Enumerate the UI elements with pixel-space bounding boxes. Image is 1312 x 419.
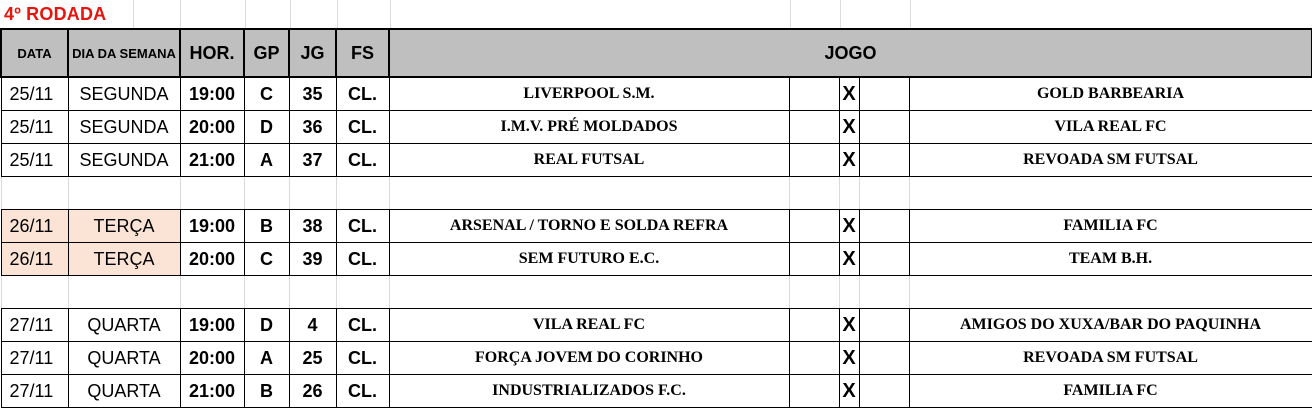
round-title: 4º RODADA [4, 4, 107, 24]
cell-date[interactable]: 26/11 [1, 210, 68, 243]
grid-line [910, 0, 911, 28]
match-row [1, 111, 1312, 144]
blank-cell[interactable] [859, 177, 909, 210]
cell-away-team[interactable]: VILA REAL FC [909, 111, 1312, 144]
cell-fs[interactable]: CL. [336, 342, 389, 375]
cell-date[interactable]: 27/11 [1, 342, 68, 375]
blank-cell[interactable] [244, 276, 289, 309]
cell-day[interactable]: SEGUNDA [68, 111, 180, 144]
blank-cell[interactable] [244, 177, 289, 210]
blank-cell[interactable] [68, 177, 180, 210]
schedule-table [0, 28, 1312, 408]
match-row [1, 243, 1312, 276]
cell-spacer[interactable] [789, 375, 839, 408]
header-jogo[interactable]: JOGO [389, 29, 1312, 77]
cell-time[interactable]: 21:00 [180, 375, 244, 408]
cell-group[interactable]: A [244, 144, 289, 177]
grid-line [245, 0, 246, 28]
cell-time[interactable]: 20:00 [180, 342, 244, 375]
cell-spacer[interactable] [789, 210, 839, 243]
cell-group[interactable]: C [244, 243, 289, 276]
cell-fs[interactable]: CL. [336, 77, 389, 111]
header-gp[interactable]: GP [244, 29, 289, 77]
cell-away-team[interactable]: AMIGOS DO XUXA/BAR DO PAQUINHA [909, 309, 1312, 342]
cell-versus[interactable]: X [839, 111, 859, 144]
cell-day[interactable]: QUARTA [68, 375, 180, 408]
cell-day[interactable]: SEGUNDA [68, 144, 180, 177]
cell-game-number[interactable]: 25 [289, 342, 336, 375]
cell-away-team[interactable]: GOLD BARBEARIA [909, 77, 1312, 111]
cell-date[interactable]: 25/11 [1, 111, 68, 144]
header-jg[interactable]: JG [289, 29, 336, 77]
cell-versus[interactable]: X [839, 243, 859, 276]
cell-group[interactable]: B [244, 375, 289, 408]
cell-spacer[interactable] [789, 243, 839, 276]
blank-row [1, 276, 1312, 309]
blank-cell[interactable] [389, 276, 789, 309]
cell-group[interactable]: B [244, 210, 289, 243]
grid-line [133, 0, 134, 28]
cell-day[interactable]: SEGUNDA [68, 77, 180, 111]
cell-group[interactable]: C [244, 77, 289, 111]
blank-cell[interactable] [1, 177, 68, 210]
cell-game-number[interactable]: 39 [289, 243, 336, 276]
cell-spacer[interactable] [859, 375, 909, 408]
cell-game-number[interactable]: 36 [289, 111, 336, 144]
cell-game-number[interactable]: 26 [289, 375, 336, 408]
cell-time[interactable]: 20:00 [180, 243, 244, 276]
cell-date[interactable]: 25/11 [1, 144, 68, 177]
blank-cell[interactable] [789, 177, 839, 210]
match-row [1, 144, 1312, 177]
blank-cell[interactable] [839, 177, 859, 210]
cell-fs[interactable]: CL. [336, 243, 389, 276]
cell-game-number[interactable]: 37 [289, 144, 336, 177]
blank-cell[interactable] [336, 276, 389, 309]
cell-date[interactable]: 27/11 [1, 309, 68, 342]
cell-spacer[interactable] [789, 111, 839, 144]
cell-spacer[interactable] [789, 77, 839, 111]
blank-row [1, 177, 1312, 210]
blank-cell[interactable] [180, 276, 244, 309]
cell-home-team[interactable]: LIVERPOOL S.M. [389, 77, 789, 111]
cell-date[interactable]: 26/11 [1, 243, 68, 276]
cell-away-team[interactable]: FAMILIA FC [909, 375, 1312, 408]
cell-time[interactable]: 19:00 [180, 309, 244, 342]
blank-cell[interactable] [336, 177, 389, 210]
grid-line [390, 0, 391, 28]
cell-game-number[interactable]: 38 [289, 210, 336, 243]
cell-versus[interactable]: X [839, 375, 859, 408]
cell-versus[interactable]: X [839, 144, 859, 177]
cell-spacer[interactable] [789, 144, 839, 177]
cell-group[interactable]: D [244, 111, 289, 144]
cell-spacer[interactable] [859, 111, 909, 144]
blank-cell[interactable] [909, 177, 1312, 210]
blank-cell[interactable] [839, 276, 859, 309]
cell-game-number[interactable]: 4 [289, 309, 336, 342]
match-row [1, 309, 1312, 342]
cell-spacer[interactable] [789, 309, 839, 342]
cell-time[interactable]: 19:00 [180, 77, 244, 111]
cell-home-team[interactable]: I.M.V. PRÉ MOLDADOS [389, 111, 789, 144]
header-hor[interactable]: HOR. [180, 29, 244, 77]
blank-cell[interactable] [389, 177, 789, 210]
cell-spacer[interactable] [789, 342, 839, 375]
blank-cell[interactable] [859, 276, 909, 309]
cell-away-team[interactable]: REVOADA SM FUTSAL [909, 342, 1312, 375]
cell-fs[interactable]: CL. [336, 210, 389, 243]
cell-fs[interactable]: CL. [336, 144, 389, 177]
cell-spacer[interactable] [859, 144, 909, 177]
blank-cell[interactable] [909, 276, 1312, 309]
match-row [1, 375, 1312, 408]
cell-time[interactable]: 21:00 [180, 144, 244, 177]
cell-home-team[interactable]: INDUSTRIALIZADOS F.C. [389, 375, 789, 408]
cell-home-team[interactable]: ARSENAL / TORNO E SOLDA REFRA [389, 210, 789, 243]
blank-cell[interactable] [68, 276, 180, 309]
cell-fs[interactable]: CL. [336, 309, 389, 342]
cell-day[interactable]: TERÇA [68, 210, 180, 243]
cell-date[interactable]: 27/11 [1, 375, 68, 408]
grid-line [790, 0, 791, 28]
cell-fs[interactable]: CL. [336, 111, 389, 144]
cell-fs[interactable]: CL. [336, 375, 389, 408]
cell-spacer[interactable] [859, 309, 909, 342]
cell-away-team[interactable]: TEAM B.H. [909, 243, 1312, 276]
header-data[interactable]: DATA [1, 29, 68, 77]
blank-cell[interactable] [1, 276, 68, 309]
header-dia-da-semana[interactable]: DIA DA SEMANA [68, 29, 180, 77]
blank-cell[interactable] [289, 276, 336, 309]
header-fs[interactable]: FS [336, 29, 389, 77]
header-row [1, 29, 1312, 77]
cell-spacer[interactable] [859, 243, 909, 276]
cell-versus[interactable]: X [839, 309, 859, 342]
cell-day[interactable]: TERÇA [68, 243, 180, 276]
match-row [1, 342, 1312, 375]
cell-game-number[interactable]: 35 [289, 77, 336, 111]
cell-time[interactable]: 19:00 [180, 210, 244, 243]
grid-line [840, 0, 841, 28]
cell-versus[interactable]: X [839, 210, 859, 243]
cell-group[interactable]: D [244, 309, 289, 342]
cell-versus[interactable]: X [839, 342, 859, 375]
cell-home-team[interactable]: FORÇA JOVEM DO CORINHO [389, 342, 789, 375]
cell-group[interactable]: A [244, 342, 289, 375]
blank-cell[interactable] [289, 177, 336, 210]
cell-spacer[interactable] [859, 210, 909, 243]
cell-away-team[interactable]: FAMILIA FC [909, 210, 1312, 243]
cell-versus[interactable]: X [839, 77, 859, 111]
grid-line [337, 0, 338, 28]
cell-date[interactable]: 25/11 [1, 77, 68, 111]
blank-cell[interactable] [789, 276, 839, 309]
cell-time[interactable]: 20:00 [180, 111, 244, 144]
cell-away-team[interactable]: REVOADA SM FUTSAL [909, 144, 1312, 177]
match-row [1, 210, 1312, 243]
cell-spacer[interactable] [859, 342, 909, 375]
grid-line [180, 0, 181, 28]
grid-line [290, 0, 291, 28]
cell-day[interactable]: QUARTA [68, 342, 180, 375]
cell-day[interactable]: QUARTA [68, 309, 180, 342]
cell-spacer[interactable] [859, 77, 909, 111]
cell-home-team[interactable]: SEM FUTURO E.C. [389, 243, 789, 276]
match-row [1, 77, 1312, 111]
cell-home-team[interactable]: VILA REAL FC [389, 309, 789, 342]
blank-cell[interactable] [180, 177, 244, 210]
cell-home-team[interactable]: REAL FUTSAL [389, 144, 789, 177]
